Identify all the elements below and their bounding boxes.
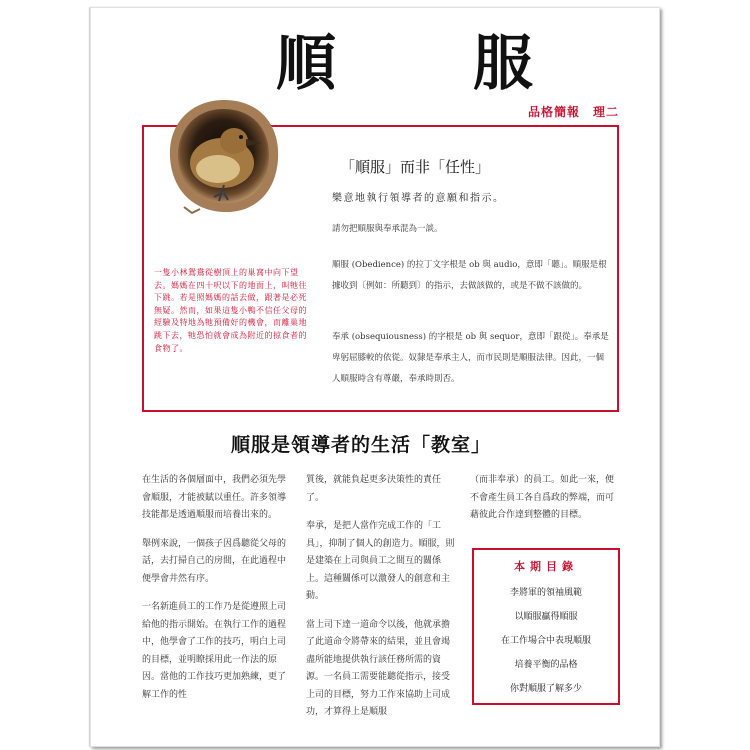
toc-item[interactable]: 培養平衡的品格: [514, 660, 578, 670]
feature-paragraph: 奉承 (obsequiousness) 的字根是 ob 與 sequor，意即「跟從」。奉承是卑躬屈膝較的依從。奴隸是奉承主人，而市民則是順服法律。因此，一個人順服時含有尊嚴，奉承時則否。: [332, 332, 609, 384]
issue-label: 品格簡報 理二: [527, 105, 619, 119]
toc-item[interactable]: 你對順服了解多少: [509, 684, 582, 694]
feature-box: [142, 125, 619, 412]
duckling-in-nest-illustration: [164, 97, 282, 245]
feature-subhead: 樂意地執行領導者的意願和指示。: [332, 193, 505, 204]
article-paragraph: 在生活的各個層面中，我們必須先學會順服，才能被賦以重任。許多領導技能都是透過順服而培養出來的。: [142, 475, 287, 520]
article-column-3: [470, 472, 615, 536]
toc-item[interactable]: 李將軍的領袖風範: [509, 588, 582, 598]
feature-paragraph: 請勿把順服與奉承混為一談。: [332, 224, 443, 234]
article-paragraph: 質後，就能負起更多決策性的責任了。: [306, 475, 442, 503]
article-paragraph: 舉例來說，一個孩子因爲聽從父母的話，去打掃自己的房間，在此過程中便學會井然有序。: [142, 538, 287, 584]
article-paragraph: 當上司下達一道命令以後，他就承擔了此道命令將帶來的結果，並且會竭盡所能地提供執行該任務所需的資源。一名員工需要能聽從指示，接受上司的目標，努力工作來協助上司成功，才算得上是順服: [306, 619, 451, 717]
table-of-contents: [472, 548, 620, 705]
article-column-1: [142, 472, 292, 715]
photo-caption: 一隻小林鴛鴦從樹頂上的巢窩中向下望去。媽媽在四十呎以下的地面上，叫牠往下跳。若是照媽媽的話去做，跟著是必死無疑。然而，如果這隻小鴨不信任父母的經驗及特地為牠預備好的機會，而離巢地跳下去，牠恐怕就會成為附近的掠食者的食物了。: [154, 268, 307, 353]
article-paragraph: （而非奉承）的員工。如此一來，便不會產生員工各自爲政的弊端，而可藉彼此合作達到整體的目標。: [470, 475, 615, 520]
toc-item[interactable]: 在工作場合中表現順服: [500, 636, 591, 646]
page-title: 順 服: [276, 29, 591, 99]
section-title: 順服是領導者的生活「教室」: [231, 434, 492, 456]
article-column-2: [306, 472, 458, 733]
article-paragraph: 奉承，是把人當作完成工作的「工具」，抑制了個人的創造力。順服，則是建築在上司與員工之間互的關係上。這種關係可以激發人的創意和主動。: [306, 521, 455, 601]
article-paragraph: 一名新進員工的工作乃是從遵照上司給他的指示開始。在執行工作的過程中，他學會了工作的技巧，明白上司的目標，並明瞭採用此一作法的原因。當他的工作技巧更加熟練，更了解工作的性: [142, 602, 287, 700]
toc-title: 本期目錄: [514, 560, 578, 573]
feature-headline: 「順服」而非「任性」: [340, 158, 491, 176]
toc-item[interactable]: 以順服贏得順服: [514, 612, 578, 622]
feature-paragraph: 順服 (Obedience) 的拉丁文字根是 ob 與 audio，意即「聽」。順服是根據收到〔例如：所聽到〕的指示，去做該做的，或是不做不該做的。: [332, 260, 607, 291]
